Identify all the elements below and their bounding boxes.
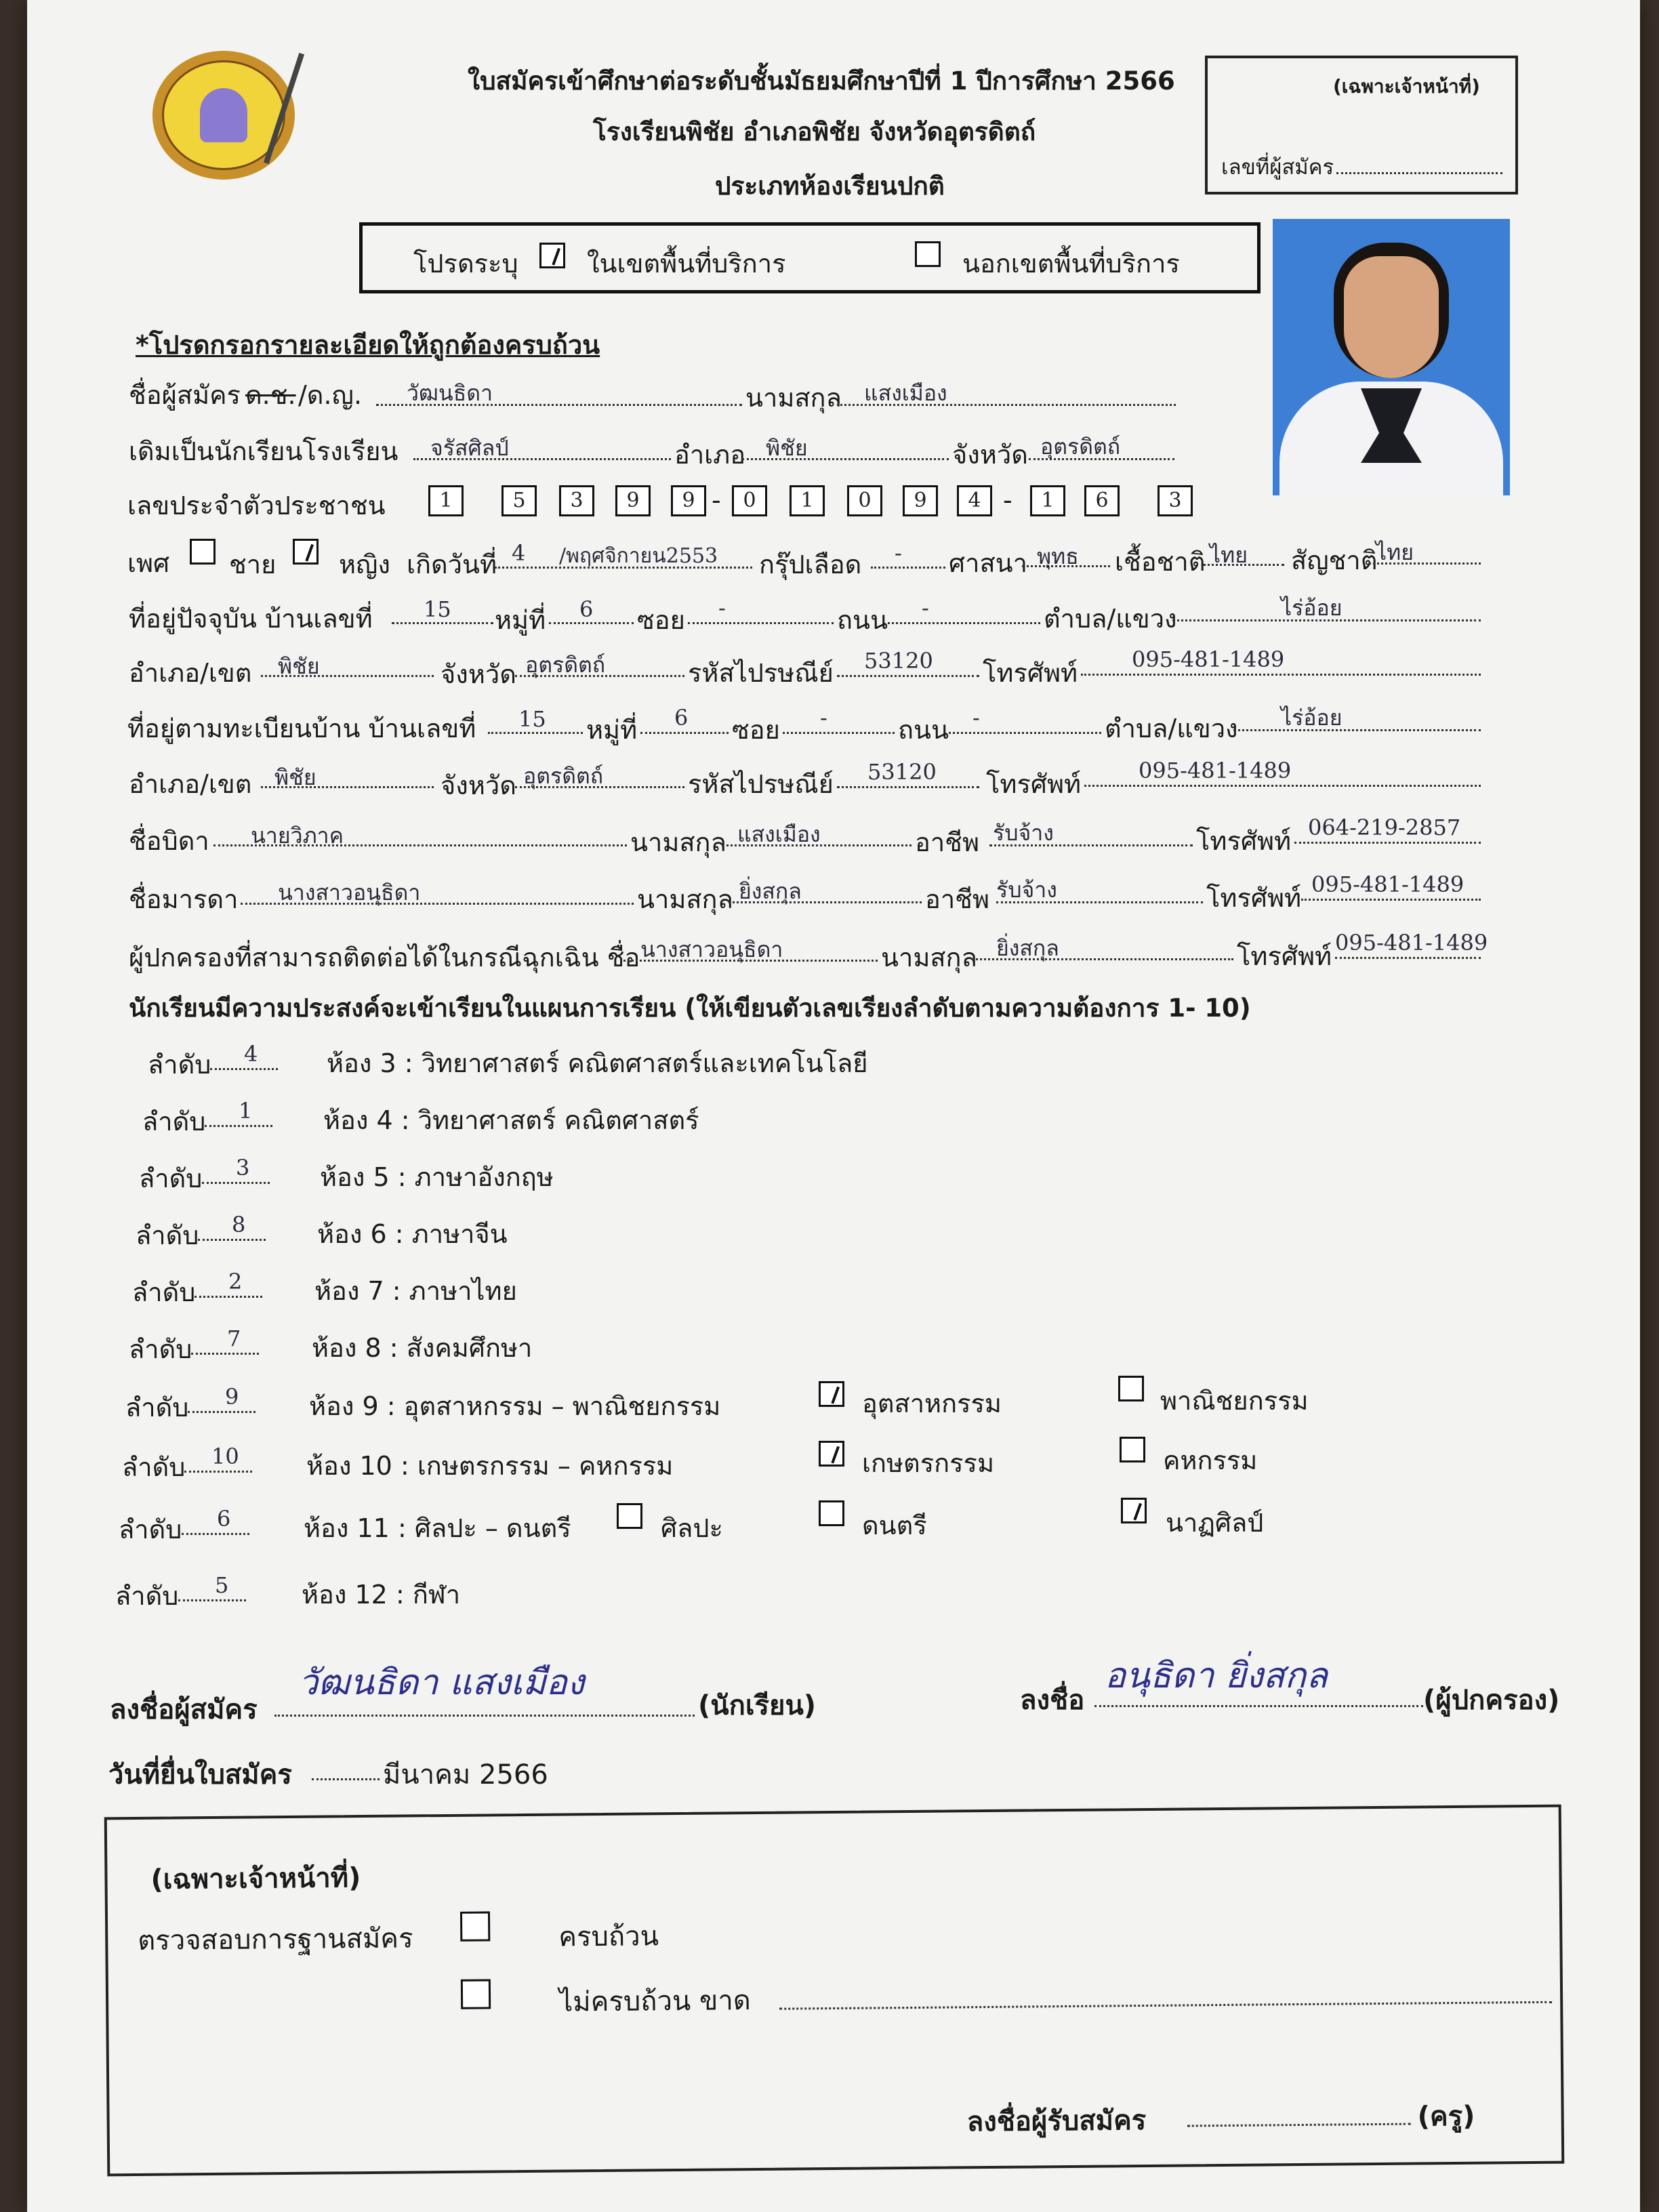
mother-label: ชื่อมารดา	[129, 884, 239, 914]
applicant-signature: วัฒนธิดา แสงเมือง	[298, 1662, 585, 1703]
order-field[interactable]	[198, 1239, 266, 1241]
room-label: ห้อง 3 : วิทยาศาสตร์ คณิตศาสตร์และเทคโนโลยี	[327, 1048, 868, 1078]
order-field[interactable]	[202, 1182, 270, 1184]
incomplete-label: ไม่ครบถ้วน ขาด	[558, 1985, 751, 2018]
submit-date-field[interactable]	[312, 1778, 380, 1780]
mother-phone-label: โทรศัพท์	[1206, 883, 1302, 913]
sex-label: เพศ	[127, 548, 170, 578]
nationality-value: ไทย	[1376, 539, 1414, 565]
guardian-sign-label: ลงชื่อ	[1020, 1685, 1085, 1716]
staff-box-title: (เฉพาะเจ้าหน้าที่)	[1333, 75, 1480, 98]
current-subdistrict-label: ตำบล/แขวง	[1044, 604, 1177, 634]
complete-label: ครบถ้วน	[558, 1921, 659, 1953]
religion-value: พุทธ	[1037, 544, 1079, 569]
registered-road-label: ถนน	[898, 715, 949, 745]
staff-check-label: ตรวจสอบการฐานสมัคร	[138, 1923, 413, 1957]
blood-value: -	[895, 540, 902, 566]
guardian-label: ผู้ปกครองที่สามารถติดต่อได้ในกรณีฉุกเฉิน ชื่อ	[129, 943, 640, 972]
blood-field[interactable]	[871, 567, 945, 569]
id-digit-5[interactable]: 9	[671, 485, 706, 516]
current-moo-field[interactable]	[549, 622, 634, 624]
order-field[interactable]	[194, 1296, 262, 1298]
guardian-phone-label: โทรศัพท์	[1237, 941, 1332, 971]
order-value: 4	[244, 1041, 258, 1067]
submit-date-label: วันที่ยื่นใบสมัคร	[108, 1759, 292, 1790]
order-value: 8	[232, 1212, 246, 1237]
id-digit-4[interactable]: 9	[615, 485, 651, 516]
home-economics-label: คหกรรม	[1163, 1446, 1258, 1475]
religion-label: ศาสนา	[949, 548, 1027, 578]
form-title-line3: ประเภทห้องเรียนปกติ	[715, 171, 945, 201]
registered-address-label: ที่อยู่ตามทะเบียนบ้าน บ้านเลขที่	[127, 714, 476, 743]
father-job-value: รับจ้าง	[993, 820, 1054, 846]
female-label: หญิง	[339, 550, 390, 579]
order-field[interactable]	[205, 1125, 272, 1127]
registered-phone-label: โทรศัพท์	[986, 769, 1082, 799]
id-digit-12[interactable]: 6	[1084, 485, 1120, 516]
current-road-value: -	[922, 595, 929, 621]
art-checkbox[interactable]	[617, 1503, 642, 1529]
applicant-no-label: เลขที่ผู้สมัคร	[1221, 155, 1334, 180]
current-road-field[interactable]	[888, 622, 1040, 624]
id-digit-11[interactable]: 1	[1030, 485, 1065, 516]
current-soi-field[interactable]	[688, 622, 834, 624]
id-digit-6[interactable]: 0	[732, 485, 767, 516]
registered-subdistrict-field[interactable]	[1233, 729, 1481, 731]
name-label: ชื่อผู้สมัคร	[129, 380, 241, 410]
current-house-field[interactable]	[392, 622, 493, 624]
music-label: ดนตรี	[862, 1511, 927, 1540]
current-road-label: ถนน	[837, 605, 888, 635]
applicant-no-field[interactable]	[1336, 172, 1502, 174]
guardian-sign-field[interactable]	[1094, 1705, 1423, 1707]
prefix-selected: /ด.ญ.	[298, 380, 363, 410]
id-digit-3[interactable]: 3	[559, 485, 594, 516]
order-label: ลำดับ	[115, 1581, 179, 1611]
staff-section-title: (เฉพาะเจ้าหน้าที่)	[150, 1862, 361, 1896]
order-value: 10	[211, 1443, 239, 1469]
art-label: ศิลปะ	[661, 1513, 723, 1543]
application-form-page: ใบสมัครเข้าศึกษาต่อระดับชั้นมัธยมศึกษาปีที่ 1 ปีการศึกษา 2566 โรงเรียนพิชัย อำเภอพิชัย จังหวัดอุตรดิตถ์ ประเภทห้องเรียนปกติ (เฉพาะเจ้าหน้าที่) เลขที่ผู้สมัคร โปรดระบุ ในเขตพื้นที่บริการ นอกเขตพื้นที่บริการ *โปรดกรอกรายละเอียดให้ถูกต้องครบถ้วน ชื่อผู้สมัคร ด.ช. /ด.ญ. วัฒนธิดา นามสกุล แสงเมือง เดิมเป็นนักเรียนโรงเรียน จรัสศิลป์ อำเภอ พิชัย จังหวัด อุตรดิตถ์ เลขประจำตัวประชาชน 1 5 3 9 9 - 0 1 0 9 4 - 1 6 3 เพศ ชาย หญิง เกิดวันที่ 4 /พฤศจิกายน2553 กรุ๊ปเลือด - ศาสนา พุทธ เชื้อชาติ ไทย สัญชาติ ไทย ที่อยู่ปัจจุบัน บ้านเลขที่ 15 หมู่ที่ 6 ซอย - ถนน - ตำบล/แขวง ไร่อ้อย อำเภอ/เขต พิชัย จังหวัด อุตรดิตถ์ รหัสไปรษณีย์ 53120 โทรศัพท์ 095-481-1489 ที่อยู่ตามทะเบียนบ้าน บ้านเลขที่ 15 หมู่ที่ 6 ซอย - ถนน - ตำบล/แขวง ไร่อ้อย อำเภอ/เขต พิชัย จังหวัด อุตรดิตถ์ รหัสไปรษณีย์ 53120 โทรศัพท์ 095-481-1489 ชื่อบิดา นายวิภาค นามสกุล แสงเมือง อาชีพ รับจ้าง โทรศัพท์ 064-219-2857 ชื่อมารดา นางสาวอนุธิดา นามสกุล ยิ่งสกุล อาชีพ รับจ้าง โทรศัพท์ 095-481-1489 ผู้ปกครองที่สามารถติดต่อได้ในกรณีฉุกเฉิน ชื่อ นางสาวอนุธิดา นามสกุล ยิ่งสกุล โทรศัพท์ 095-481-1489 นักเรียนมีความประสงค์จะเข้าเรียนในแผนการเรียน (ให้เขียนตัวเลขเรียงลำดับตามความต้องการ 1- 10) ลำดับ 4 ห้อง 3 : วิทยาศาสตร์ คณิตศาสตร์และเทคโนโลยี ลำดับ 1 ห้อง 4 : วิทยาศาสตร์ คณิตศาสตร์ ลำดับ 3 ห้อง 5 : ภาษาอังกฤษ ลำดับ 8 ห้อง 6 : ภาษาจีน ลำดับ 2 ห้อง 7 : ภาษาไทย ลำดับ 7 ห้อง 8 : สังคมศึกษา ลำดับ 9 ห้อง 9 : อุตสาหกรรม – พาณิชยกรรม อุตสาหกรรม พาณิชยกรรม ลำดับ 10 ห้อง 10 : เกษตรกรรม – คหกรรม เกษตรกรรม คหกรรม ลำดับ 6 ห้อง 11 : ศิลปะ – ดนตรี ศิลปะ ดนตรี นาฏศิลป์ ลำดับ 5 ห้อง 12 : กีฬา ลงชื่อผู้สมัคร วัฒนธิดา แสงเมือง (นักเรียน) ลงชื่อ อนุธิดา ยิ่งสกุล (ผู้ปกครอง) วันที่ยื่นใบสมัคร มีนาคม 2566 (เฉพาะเจ้าหน้าที่) ตรวจสอบการฐานสมัคร ครบถ้วน ไม่ครบถ้วน ขาด ลงชื่อผู้รับสมัคร (ครู)	[27, 0, 1640, 2212]
applicant-sign-field[interactable]	[274, 1715, 695, 1717]
out-area-label: นอกเขตพื้นที่บริการ	[962, 249, 1180, 279]
registered-district-label: อำเภอ/เขต	[129, 769, 252, 799]
receiver-sign-field[interactable]	[1187, 2123, 1411, 2127]
guardian-phone-field[interactable]	[1335, 957, 1481, 959]
current-phone-label: โทรศัพท์	[983, 658, 1078, 688]
prev-school-value: จรัสศิลป์	[430, 435, 509, 461]
order-label: ลำดับ	[122, 1452, 186, 1482]
registered-postcode-field[interactable]	[837, 786, 979, 788]
registered-road-value: -	[972, 705, 980, 731]
staff-section-box	[104, 1805, 1565, 2177]
registered-moo-field[interactable]	[640, 732, 729, 734]
current-province-value: อุตรดิตถ์	[525, 652, 606, 678]
out-area-checkbox[interactable]	[915, 241, 941, 267]
prev-province-value: อุตรดิตถ์	[1040, 434, 1121, 459]
mother-job-value: รับจ้าง	[996, 877, 1057, 903]
prev-district-label: อำเภอ	[674, 440, 746, 470]
id-digit-8[interactable]: 0	[847, 485, 882, 516]
order-label: ลำดับ	[132, 1277, 196, 1307]
registered-postcode-value: 53120	[867, 759, 937, 785]
logo-emblem-icon	[200, 88, 247, 142]
registered-subdistrict-label: ตำบล/แขวง	[1105, 714, 1238, 743]
race-label: เชื้อชาติ	[1115, 547, 1206, 577]
current-house-value: 15	[424, 596, 451, 622]
mother-name-value: นางสาวอนุธิดา	[278, 880, 421, 905]
order-field[interactable]	[182, 1533, 249, 1535]
receiver-sign-label: ลงชื่อผู้รับสมัคร	[966, 2104, 1147, 2138]
agriculture-checkbox[interactable]	[819, 1441, 844, 1467]
father-surname-label: นามสกุล	[630, 827, 726, 857]
current-postcode-label: รหัสไปรษณีย์	[688, 658, 834, 688]
order-value: 6	[217, 1506, 231, 1532]
commerce-checkbox[interactable]	[1118, 1376, 1144, 1401]
current-phone-value: 095-481-1489	[1132, 647, 1285, 672]
id-digit-13[interactable]: 3	[1158, 485, 1193, 516]
registered-district-value: พิชัย	[274, 764, 316, 790]
in-area-checkbox[interactable]	[539, 243, 565, 268]
room-label: ห้อง 9 : อุตสาหกรรม – พาณิชยกรรม	[309, 1391, 721, 1421]
mother-surname-value: ยิ่งสกุล	[739, 878, 802, 904]
father-label: ชื่อบิดา	[129, 826, 209, 856]
current-phone-field[interactable]	[1081, 674, 1481, 676]
guardian-surname-value: ยิ่งสกุล	[996, 935, 1059, 961]
id-digit-2[interactable]: 5	[501, 485, 537, 516]
current-moo-label: หมู่ที่	[495, 605, 546, 635]
form-title-line2: โรงเรียนพิชัย อำเภอพิชัย จังหวัดอุตรดิตถ์	[593, 117, 1036, 146]
room-label: ห้อง 4 : วิทยาศาสตร์ คณิตศาสตร์	[323, 1105, 699, 1135]
registered-province-label: จังหวัด	[441, 771, 516, 800]
student-suffix: (นักเรียน)	[698, 1690, 817, 1721]
father-surname-value: แสงเมือง	[737, 821, 821, 847]
father-name-value: นายวิภาค	[251, 823, 344, 848]
plans-title: นักเรียนมีความประสงค์จะเข้าเรียนในแผนการเรียน (ให้เขียนตัวเลขเรียงลำดับตามความต้องการ 1- 10)	[129, 994, 1251, 1023]
current-moo-value: 6	[579, 596, 594, 622]
id-digit-10[interactable]: 4	[957, 485, 992, 516]
room-label: ห้อง 5 : ภาษาอังกฤษ	[320, 1162, 554, 1192]
industry-label: อุตสาหกรรม	[862, 1389, 1002, 1418]
order-value: 5	[215, 1572, 229, 1598]
birth-label: เกิดวันที่	[407, 550, 497, 579]
submit-date-value: มีนาคม 2566	[383, 1759, 548, 1790]
order-field[interactable]	[184, 1471, 252, 1473]
order-value: 3	[236, 1155, 250, 1181]
father-phone-label: โทรศัพท์	[1196, 826, 1292, 856]
music-checkbox[interactable]	[819, 1500, 844, 1526]
order-label: ลำดับ	[136, 1221, 199, 1250]
current-subdistrict-value: ไร่อ้อย	[1281, 595, 1343, 621]
race-value: ไทย	[1210, 542, 1248, 568]
home-economics-checkbox[interactable]	[1120, 1437, 1145, 1462]
female-checkbox[interactable]	[293, 539, 319, 565]
area-label: โปรดระบุ	[413, 249, 518, 279]
order-label: ลำดับ	[129, 1334, 192, 1364]
registered-soi-field[interactable]	[783, 732, 895, 734]
registered-phone-field[interactable]	[1084, 785, 1481, 787]
order-value: 9	[225, 1384, 239, 1410]
incomplete-checkbox[interactable]	[461, 1979, 491, 2009]
surname-value: แสงเมือง	[864, 380, 947, 406]
registered-soi-value: -	[820, 705, 827, 731]
nationality-label: สัญชาติ	[1291, 546, 1378, 575]
current-soi-label: ซอย	[637, 605, 685, 635]
registered-moo-value: 6	[674, 705, 689, 731]
order-field[interactable]	[191, 1353, 259, 1355]
male-checkbox[interactable]	[190, 539, 216, 565]
agriculture-label: เกษตรกรรม	[862, 1448, 995, 1478]
current-district-value: พิชัย	[278, 653, 320, 679]
prev-school-label: เดิมเป็นนักเรียนโรงเรียน	[129, 436, 398, 466]
birth-month-year-value: /พฤศจิกายน2553	[559, 544, 718, 568]
industry-checkbox[interactable]	[819, 1381, 844, 1407]
mother-phone-value: 095-481-1489	[1311, 872, 1465, 897]
order-value: 1	[239, 1098, 253, 1124]
current-postcode-value: 53120	[864, 648, 933, 674]
father-job-label: อาชีพ	[915, 827, 979, 857]
room-label: ห้อง 8 : สังคมศึกษา	[312, 1333, 533, 1363]
id-label: เลขประจำตัวประชาชน	[127, 491, 386, 520]
current-postcode-field[interactable]	[837, 675, 979, 677]
current-province-label: จังหวัด	[441, 659, 516, 689]
id-digit-9[interactable]: 9	[903, 485, 938, 516]
room-label: ห้อง 10 : เกษตรกรรม – คหกรรม	[306, 1451, 674, 1481]
father-phone-value: 064-219-2857	[1308, 815, 1461, 840]
registered-province-value: อุตรดิตถ์	[523, 763, 604, 789]
missing-items-field[interactable]	[779, 2001, 1552, 2010]
in-area-label: ในเขตพื้นที่บริการ	[587, 249, 786, 279]
father-phone-field[interactable]	[1294, 842, 1481, 844]
current-district-label: อำเภอ/เขต	[129, 658, 252, 688]
guardian-surname-label: นามสกุล	[881, 943, 977, 972]
blood-label: กรุ๊ปเลือด	[759, 550, 862, 579]
order-field[interactable]	[188, 1411, 255, 1413]
order-field[interactable]	[178, 1599, 246, 1601]
order-field[interactable]	[210, 1068, 278, 1070]
applicant-sign-label: ลงชื่อผู้สมัคร	[110, 1694, 258, 1725]
surname-label: นามสกุล	[745, 383, 842, 413]
guardian-phone-value: 095-481-1489	[1335, 930, 1488, 956]
mother-phone-field[interactable]	[1301, 899, 1481, 901]
mother-job-label: อาชีพ	[925, 884, 989, 914]
commerce-label: พาณิชยกรรม	[1160, 1386, 1309, 1416]
complete-checkbox[interactable]	[460, 1911, 490, 1941]
instruction-text: *โปรดกรอกรายละเอียดให้ถูกต้องครบถ้วน	[136, 330, 600, 360]
guardian-suffix: (ผู้ปกครอง)	[1423, 1685, 1560, 1716]
registered-moo-label: หมู่ที่	[586, 715, 638, 745]
registered-house-field[interactable]	[488, 732, 583, 734]
order-label: ลำดับ	[148, 1050, 211, 1080]
prev-district-value: พิชัย	[766, 435, 808, 461]
school-logo	[152, 51, 295, 180]
dance-checkbox[interactable]	[1121, 1498, 1147, 1523]
registered-postcode-label: รหัสไปรษณีย์	[688, 769, 834, 799]
male-label: ชาย	[229, 550, 276, 579]
room-label: ห้อง 7 : ภาษาไทย	[314, 1276, 517, 1306]
first-name-value: วัฒนธิดา	[407, 380, 493, 406]
room-label: ห้อง 6 : ภาษาจีน	[317, 1219, 508, 1249]
registered-soi-label: ซอย	[732, 715, 780, 745]
room-label: ห้อง 11 : ศิลปะ – ดนตรี	[304, 1513, 571, 1543]
registered-road-field[interactable]	[949, 732, 1101, 734]
registered-phone-value: 095-481-1489	[1139, 758, 1292, 783]
birth-day-value: 4	[512, 540, 526, 566]
applicant-photo	[1273, 219, 1510, 495]
registered-subdistrict-value: ไร่อ้อย	[1281, 705, 1343, 731]
order-value: 2	[228, 1269, 243, 1294]
order-label: ลำดับ	[125, 1393, 189, 1422]
order-label: ลำดับ	[142, 1107, 206, 1136]
form-title-line1: ใบสมัครเข้าศึกษาต่อระดับชั้นมัธยมศึกษาปีที่ 1 ปีการศึกษา 2566	[468, 66, 1175, 96]
staff-id-box	[1205, 56, 1518, 194]
mother-surname-label: นามสกุล	[637, 884, 733, 914]
dance-label: นาฏศิลป์	[1166, 1508, 1264, 1538]
id-digit-7[interactable]: 1	[790, 485, 825, 516]
order-value: 7	[227, 1326, 241, 1351]
current-address-label: ที่อยู่ปัจจุบัน บ้านเลขที่	[129, 604, 373, 634]
guardian-name-value: นางสาวอนุธิดา	[640, 937, 783, 962]
receiver-suffix: (ครู)	[1417, 2100, 1475, 2133]
prev-province-label: จังหวัด	[952, 440, 1028, 470]
order-label: ลำดับ	[139, 1164, 203, 1193]
prefix-struck: ด.ช.	[245, 380, 296, 410]
guardian-signature: อนุธิดา ยิ่งสกุล	[1105, 1656, 1328, 1696]
room-label: ห้อง 12 : กีฬา	[302, 1580, 461, 1610]
order-label: ลำดับ	[119, 1515, 182, 1544]
id-digit-1[interactable]: 1	[428, 485, 464, 516]
registered-house-value: 15	[518, 706, 546, 732]
current-soi-value: -	[718, 595, 726, 621]
